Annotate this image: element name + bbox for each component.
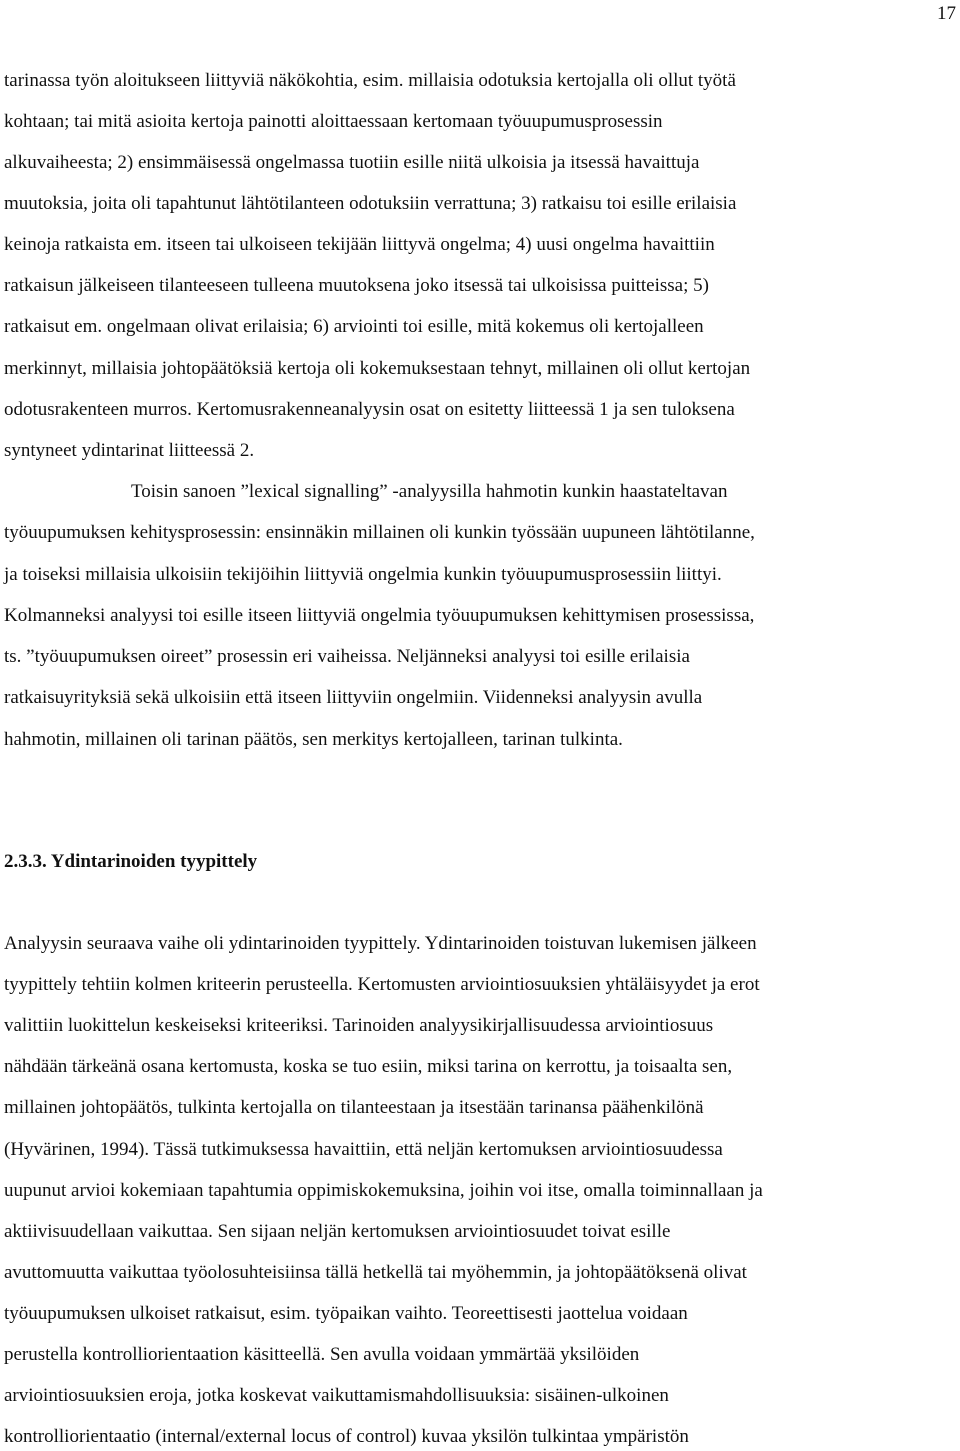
text-line: ja toiseksi millaisia ulkoisiin tekijöihin liittyviä ongelmia kunkin työuupumusprosessiin liittyi. [4, 564, 722, 585]
text-line: alkuvaiheesta; 2) ensimmäisessä ongelmassa tuotiin esille niitä ulkoisia ja itsessä havaittuja [4, 152, 700, 173]
text-line: arviointiosuuksien eroja, jotka koskevat vaikuttamismahdollisuuksia: sisäinen-ulkoinen [4, 1385, 669, 1406]
text-line: syntyneet ydintarinat liitteessä 2. [4, 440, 255, 461]
text-line: kohtaan; tai mitä asioita kertoja painotti aloittaessaan kertomaan työuupumusprosessin [4, 111, 663, 132]
text-line: Kolmanneksi analyysi toi esille itseen liittyviä ongelmia työuupumuksen kehittymisen prosessissa, [4, 605, 755, 626]
text-line: keinoja ratkaista em. itseen tai ulkoiseen tekijään liittyvä ongelma; 4) uusi ongelma havaittiin [4, 234, 715, 255]
text-line: merkinnyt, millaisia johtopäätöksiä kertoja oli kokemuksestaan tehnyt, millainen oli ollut kertojan [4, 358, 751, 379]
text-line: avuttomuutta vaikuttaa työolosuhteisiinsa tällä hetkellä tai myöhemmin, ja johtopäätöksenä olivat [4, 1262, 747, 1283]
text-line: työuupumuksen ulkoiset ratkaisut, esim. työpaikan vaihto. Teoreettisesti jaottelua voidaan [4, 1303, 688, 1324]
text-line: Toisin sanoen ”lexical signalling” -analyysilla hahmotin kunkin haastateltavan [131, 481, 728, 502]
text-line: perustella kontrolliorientaation käsitteellä. Sen avulla voidaan ymmärtää yksilöiden [4, 1344, 640, 1365]
page-number: 17 [937, 3, 956, 24]
text-line: ts. ”työuupumuksen oireet” prosessin eri vaiheissa. Neljänneksi analyysi toi esille erilaisia [4, 646, 690, 667]
section-heading: 2.3.3. Ydintarinoiden tyypittely [4, 851, 258, 872]
text-line: ratkaisut em. ongelmaan olivat erilaisia; 6) arviointi toi esille, mitä kokemus oli kertojalleen [4, 316, 704, 337]
text-line: kontrolliorientaatio (internal/external locus of control) kuvaa yksilön tulkintaa ympäristön [4, 1426, 689, 1447]
text-line: tarinassa työn aloitukseen liittyviä näkökohtia, esim. millaisia odotuksia kertojalla oli ollut työtä [4, 70, 736, 91]
text-line: ratkaisun jälkeiseen tilanteeseen tulleena muutoksena joko itsessä tai ulkoisissa puitteissa; 5) [4, 275, 709, 296]
text-line: aktiivisuudellaan vaikuttaa. Sen sijaan neljän kertomuksen arviointiosuudet toivat esille [4, 1221, 671, 1242]
text-line: nähdään tärkeänä osana kertomusta, koska se tuo esiin, miksi tarina on kerrottu, ja toisaalta sen, [4, 1056, 733, 1077]
text-line: muutoksia, joita oli tapahtunut lähtötilanteen odotuksiin verrattuna; 3) ratkaisu toi esille erilaisia [4, 193, 737, 214]
text-line: ratkaisuyrityksiä sekä ulkoisiin että itseen liittyviin ongelmiin. Viidenneksi analyysin avulla [4, 687, 703, 708]
text-line: millainen johtopäätös, tulkinta kertojalla on tilanteestaan ja itsestään tarinansa päähenkilönä [4, 1097, 704, 1118]
text-line: odotusrakenteen murros. Kertomusrakenneanalyysin osat on esitetty liitteessä 1 ja sen tuloksena [4, 399, 735, 420]
text-line: (Hyvärinen, 1994). Tässä tutkimuksessa havaittiin, että neljän kertomuksen arviointiosuudessa [4, 1139, 723, 1160]
text-line: hahmotin, millainen oli tarinan päätös, sen merkitys kertojalleen, tarinan tulkinta. [4, 729, 623, 750]
text-line: tyypittely tehtiin kolmen kriteerin perusteella. Kertomusten arviointiosuuksien yhtäläisyydet ja erot [4, 974, 760, 995]
text-line: uupunut arvioi kokemiaan tapahtumia oppimiskokemuksina, joihin voi itse, omalla toiminnallaan ja [4, 1180, 763, 1201]
text-line: valittiin luokittelun keskeiseksi kriteeriksi. Tarinoiden analyysikirjallisuudessa arviointiosuus [4, 1015, 714, 1036]
text-line: Analyysin seuraava vaihe oli ydintarinoiden tyypittely. Ydintarinoiden toistuvan lukemisen jälkeen [4, 933, 757, 954]
text-line: työuupumuksen kehitysprosessin: ensinnäkin millainen oli kunkin työssään uupuneen lähtötilanne, [4, 522, 755, 543]
